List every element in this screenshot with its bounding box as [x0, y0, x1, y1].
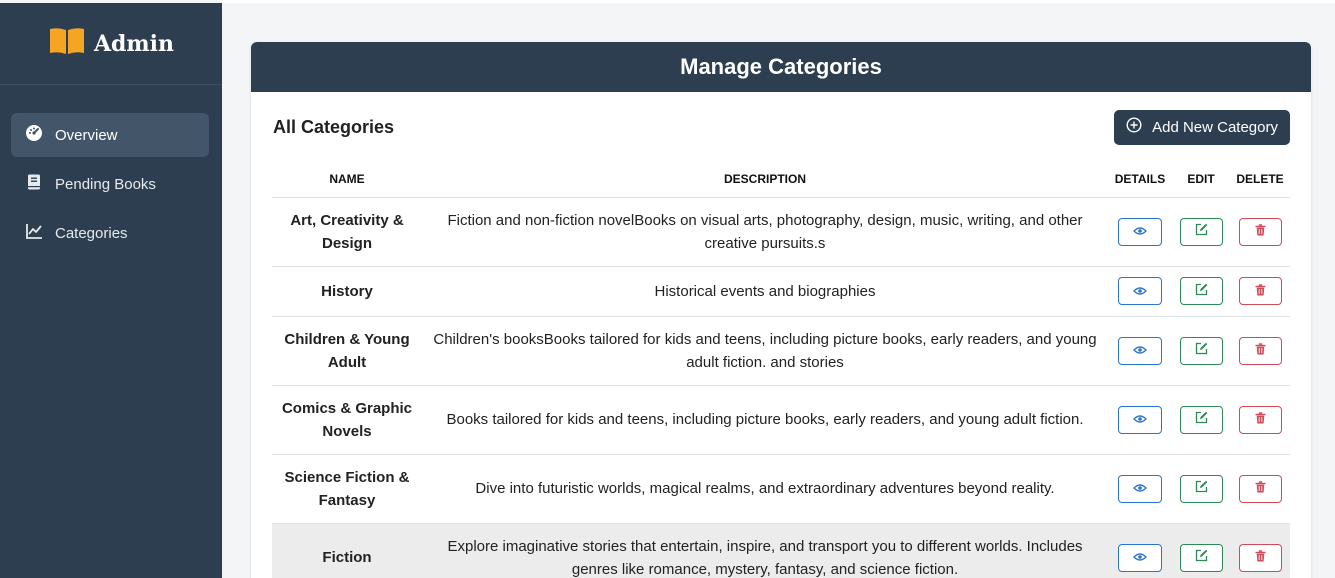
- trash-icon: [1255, 339, 1266, 362]
- line-chart-icon: [25, 222, 43, 244]
- sidebar-item-overview[interactable]: [11, 113, 209, 157]
- category-description: Fiction and non-fiction novelBooks on visual arts, photography, design, music, writing, and other creative pursuits.s: [422, 197, 1108, 266]
- edit-button[interactable]: [1180, 406, 1223, 434]
- top-border: [222, 0, 1335, 3]
- category-description: Explore imaginative stories that entertain, inspire, and transport you to different worlds. Includes genres like romance, mystery, fantasy, and science fiction.: [422, 523, 1108, 578]
- add-category-label: Add New Category: [1152, 118, 1278, 136]
- category-description: Children's booksBooks tailored for kids and teens, including picture books, early readers, and young adult fiction. and stories: [422, 316, 1108, 385]
- table-row: [272, 266, 1290, 316]
- table-row: [272, 197, 1290, 266]
- category-name: Art, Creativity & Design: [272, 197, 422, 266]
- category-description: Historical events and biographies: [422, 266, 1108, 316]
- column-header-description: DESCRIPTION: [422, 162, 1108, 197]
- trash-icon: [1255, 280, 1266, 303]
- delete-button[interactable]: [1239, 218, 1282, 246]
- trash-icon: [1255, 546, 1266, 569]
- add-category-button[interactable]: [1114, 110, 1290, 145]
- table-row: [272, 385, 1290, 454]
- table-row: [272, 454, 1290, 523]
- edit-pencil-icon: [1195, 546, 1208, 569]
- delete-button[interactable]: [1239, 337, 1282, 365]
- edit-pencil-icon: [1195, 408, 1208, 431]
- sidebar-item-pending-books[interactable]: [11, 162, 209, 206]
- table-row: [272, 523, 1290, 578]
- trash-icon: [1255, 408, 1266, 431]
- sidebar-item-categories[interactable]: [11, 211, 209, 255]
- edit-pencil-icon: [1195, 339, 1208, 362]
- edit-button[interactable]: [1180, 337, 1223, 365]
- column-header-edit: EDIT: [1172, 162, 1230, 197]
- section-title: All Categories: [273, 116, 395, 137]
- card-toolbar: [251, 92, 1311, 162]
- category-name: History: [272, 266, 422, 316]
- category-name: Children & Young Adult: [272, 316, 422, 385]
- open-book-icon: [48, 26, 86, 61]
- book-icon: [25, 173, 43, 195]
- view-details-button[interactable]: [1118, 277, 1162, 305]
- plus-circle-icon: [1126, 117, 1142, 137]
- trash-icon: [1255, 220, 1266, 243]
- column-header-name: NAME: [272, 162, 422, 197]
- edit-pencil-icon: [1195, 220, 1208, 243]
- sidebar-nav: [0, 85, 222, 255]
- eye-icon: [1133, 339, 1147, 362]
- table-header-row: [272, 162, 1290, 197]
- category-name: Comics & Graphic Novels: [272, 385, 422, 454]
- category-description: Dive into futuristic worlds, magical realms, and extraordinary adventures beyond reality.: [422, 454, 1108, 523]
- edit-button[interactable]: [1180, 544, 1223, 572]
- category-name: Fiction: [272, 523, 422, 578]
- eye-icon: [1133, 280, 1147, 303]
- eye-icon: [1133, 408, 1147, 431]
- delete-button[interactable]: [1239, 544, 1282, 572]
- dashboard-gauge-icon: [25, 124, 43, 146]
- eye-icon: [1133, 546, 1147, 569]
- category-description: Books tailored for kids and teens, including picture books, early readers, and young adult fiction.: [422, 385, 1108, 454]
- view-details-button[interactable]: [1118, 406, 1162, 434]
- eye-icon: [1133, 220, 1147, 243]
- eye-icon: [1133, 477, 1147, 500]
- sidebar-item-label: Pending Books: [55, 175, 156, 193]
- sidebar-item-label: Categories: [55, 224, 128, 242]
- delete-button[interactable]: [1239, 406, 1282, 434]
- delete-button[interactable]: [1239, 277, 1282, 305]
- view-details-button[interactable]: [1118, 218, 1162, 246]
- table-row: [272, 316, 1290, 385]
- column-header-details: DETAILS: [1108, 162, 1172, 197]
- categories-card: [251, 42, 1311, 578]
- edit-pencil-icon: [1195, 280, 1208, 303]
- sidebar: [0, 3, 222, 578]
- column-header-delete: DELETE: [1230, 162, 1290, 197]
- category-name: Science Fiction & Fantasy: [272, 454, 422, 523]
- categories-table: [272, 162, 1290, 578]
- edit-button[interactable]: [1180, 218, 1223, 246]
- page-title: Manage Categories: [251, 42, 1311, 92]
- view-details-button[interactable]: [1118, 337, 1162, 365]
- brand[interactable]: [0, 3, 222, 85]
- view-details-button[interactable]: [1118, 544, 1162, 572]
- view-details-button[interactable]: [1118, 475, 1162, 503]
- trash-icon: [1255, 477, 1266, 500]
- brand-name: Admin: [93, 30, 175, 57]
- sidebar-item-label: Overview: [55, 126, 118, 144]
- edit-pencil-icon: [1195, 477, 1208, 500]
- edit-button[interactable]: [1180, 277, 1223, 305]
- edit-button[interactable]: [1180, 475, 1223, 503]
- delete-button[interactable]: [1239, 475, 1282, 503]
